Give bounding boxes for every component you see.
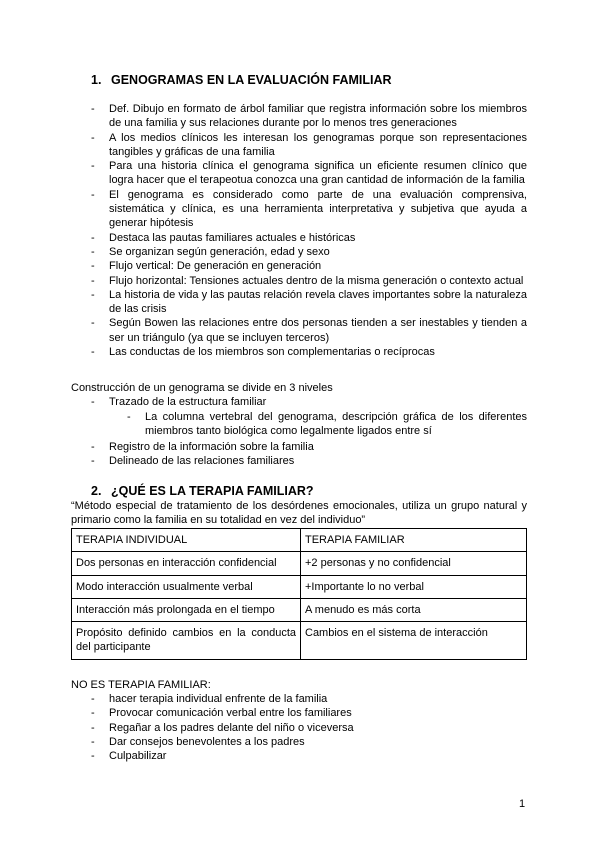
list-item: - La columna vertebral del genograma, descripción gráfica de los diferentes miembros tanto biológica como legalmente ligados entre sí	[126, 410, 527, 439]
construction-sublevel-list	[126, 410, 527, 439]
table-cell: A menudo es más corta	[301, 598, 527, 621]
construction-levels-list	[90, 395, 527, 409]
therapy-comparison-table	[71, 528, 527, 660]
list-item: - Las conductas de los miembros son complementarias o recíprocas	[90, 345, 527, 359]
table-row	[72, 552, 527, 575]
table-row	[72, 598, 527, 621]
list-item: - Flujo horizontal: Tensiones actuales dentro de la misma generación o contexto actual	[90, 274, 527, 288]
list-item: - Def. Dibujo en formato de árbol familiar que registra información sobre los miembros de una familia y sus relaciones durante por lo menos tres generaciones	[90, 102, 527, 131]
table-cell: Dos personas en interacción confidencial	[72, 552, 301, 575]
construction-levels-list-cont	[90, 440, 527, 469]
list-item: - hacer terapia individual enfrente de la familia	[90, 692, 527, 706]
section-2-title: ¿QUÉ ES LA TERAPIA FAMILIAR?	[111, 484, 314, 498]
construction-intro: Construcción de un genograma se divide en 3 niveles	[71, 382, 333, 394]
list-item: - Destaca las pautas familiares actuales e históricas	[90, 231, 527, 245]
table-header-row	[72, 529, 527, 552]
section-2-number: 2.	[91, 484, 102, 498]
page-number: 1	[519, 798, 526, 810]
list-item: - Culpabilizar	[90, 749, 527, 763]
list-item: - El genograma es considerado como parte de una evaluación comprensiva, sistemática y clínica, es una herramienta interpretativa y subjetiva que ayuda a generar hipótesis	[90, 188, 527, 231]
list-item: - La historia de vida y las pautas relación revela claves importantes sobre la naturaleza de las crisis	[90, 288, 527, 317]
table-cell: Interacción más prolongada en el tiempo	[72, 598, 301, 621]
table-row	[72, 575, 527, 598]
table-cell: Cambios en el sistema de interacción	[301, 622, 527, 660]
table-cell: Propósito definido cambios en la conducta del participante	[72, 622, 301, 660]
table-header-cell: TERAPIA FAMILIAR	[301, 529, 527, 552]
not-family-therapy-title: NO ES TERAPIA FAMILIAR:	[71, 679, 211, 691]
not-family-therapy-list	[90, 692, 527, 763]
list-item: - Para una historia clínica el genograma significa un eficiente resumen clínico que logra hacer que el terapeotua conozca una gran cantidad de información de la familia	[90, 159, 527, 188]
list-item: - Dar consejos benevolentes a los padres	[90, 735, 527, 749]
list-item: - Provocar comunicación verbal entre los familiares	[90, 706, 527, 720]
genogram-bullet-list	[90, 102, 527, 359]
section-1-number: 1.	[91, 73, 102, 87]
list-item: - Según Bowen las relaciones entre dos personas tienden a ser inestables y tienden a ser un triángulo (ya que se incluyen terceros)	[90, 316, 527, 345]
list-item: - Regañar a los padres delante del niño o viceversa	[90, 721, 527, 735]
list-item: - A los medios clínicos les interesan los genogramas porque son representaciones tangibles y gráficas de una familia	[90, 131, 527, 160]
section-1-heading	[91, 72, 392, 88]
table-cell: Modo interacción usualmente verbal	[72, 575, 301, 598]
family-therapy-definition: “Método especial de tratamiento de los desórdenes emocionales, utiliza un grupo natural y primario como la familia en su totalidad en vez del individuo”	[71, 500, 527, 527]
list-item: - Registro de la información sobre la familia	[90, 440, 527, 454]
list-item: - Se organizan según generación, edad y sexo	[90, 245, 527, 259]
table-cell: +2 personas y no confidencial	[301, 552, 527, 575]
table-row	[72, 622, 527, 660]
table-header-cell: TERAPIA INDIVIDUAL	[72, 529, 301, 552]
list-item: - Flujo vertical: De generación en generación	[90, 259, 527, 273]
section-2-heading	[91, 483, 314, 499]
section-1-title: GENOGRAMAS EN LA EVALUACIÓN FAMILIAR	[111, 73, 392, 87]
list-item: - Trazado de la estructura familiar	[90, 395, 527, 409]
list-item: - Delineado de las relaciones familiares	[90, 454, 527, 468]
table-cell: +Importante lo no verbal	[301, 575, 527, 598]
